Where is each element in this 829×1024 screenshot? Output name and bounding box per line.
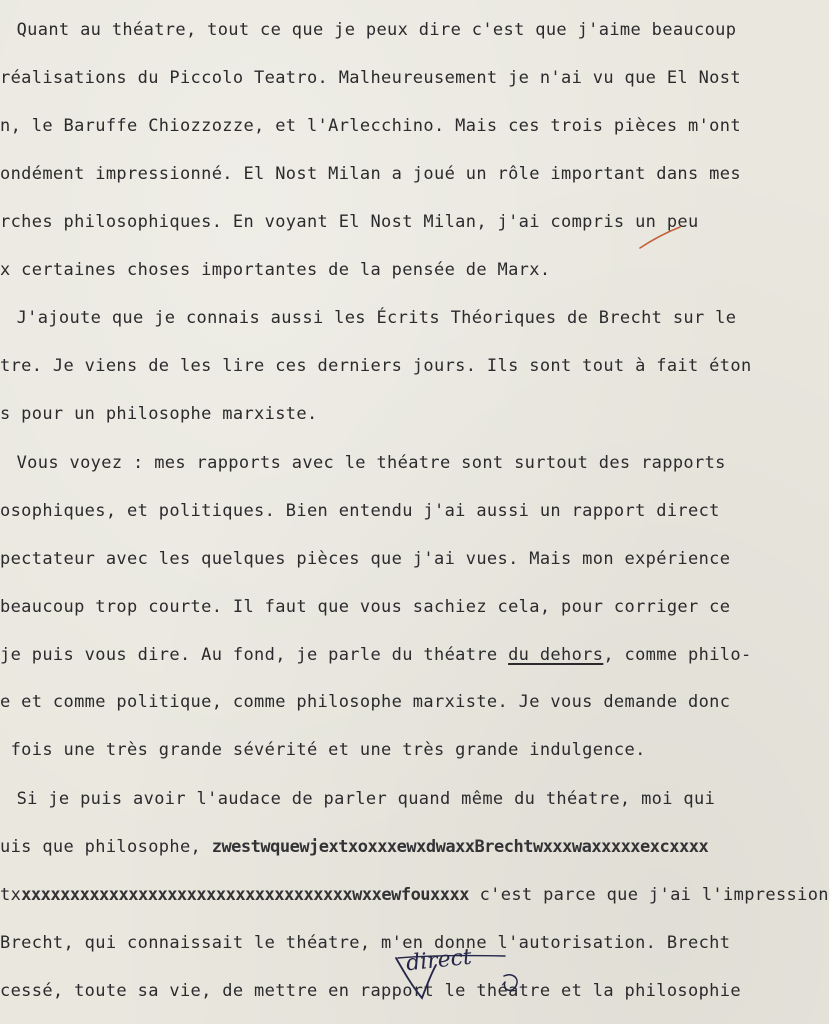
handwritten-insertion: direct [404,944,473,977]
text-line-20: Brecht, qui connaissait le théatre, m'en donne l'autorisation. Brecht [0,933,731,953]
text-line-15: e et comme politique, comme philosophe marxiste. Je vous demande donc [0,692,731,712]
text-line-14-tail: , comme philo- [603,645,752,665]
text-line-12: pectateur avec les quelques pièces que j'ai vues. Mais mon expérience [0,549,731,569]
handwritten-flourish [398,956,505,958]
struck-out-text-1: zwestwquewjextxoxxxewxdwaxxBrechtwxxxwaxxxxxexcxxxx [211,837,709,857]
text-line-9: s pour un philosophe marxiste. [0,404,318,424]
text-line-19-tail: c'est parce que j'ai l'impression [468,885,829,905]
handwritten-loop-mark [504,975,517,991]
text-line-4: ondément impressionné. El Nost Milan a joué un rôle important dans mes [0,164,741,184]
struck-out-text-2: xxxxxxxxxxxxxxxxxxxxxxxxxxxxxxxxxxwxxewfouxxxx [21,885,469,905]
text-line-7: J'ajoute que je connais aussi les Écrits Théoriques de Brecht sur le [6,308,737,328]
text-line-16: fois une très grande sévérité et une très grande indulgence. [0,740,646,760]
red-pen-stroke [640,227,680,248]
text-line-18-head: uis que philosophe, [0,837,212,857]
text-line-2: réalisations du Piccolo Teatro. Malheureusement je n'ai vu que El Nost [0,68,741,88]
text-line-5: rches philosophiques. En voyant El Nost Milan, j'ai compris un peu [0,212,699,232]
text-line-10: Vous voyez : mes rapports avec le théatre sont surtout des rapports [6,453,726,473]
text-line-19-head: tx [0,885,22,905]
text-line-6: x certaines choses importantes de la pensée de Marx. [0,260,551,280]
text-line-8: tre. Je viens de les lire ces derniers jours. Ils sont tout à fait éton [0,356,752,376]
text-line-21: cessé, toute sa vie, de mettre en rapport le théatre et la philosophie [0,981,741,1001]
text-line-17: Si je puis avoir l'audace de parler quand même du théatre, moi qui [6,789,716,809]
text-line-3: n, le Baruffe Chiozzozze, et l'Arlecchino. Mais ces trois pièces m'ont [0,116,741,136]
text-line-1: Quant au théatre, tout ce que je peux dire c'est que j'aime beaucoup [6,20,737,40]
caret-mark [396,958,436,998]
text-line-14-head: je puis vous dire. Au fond, je parle du théatre [0,645,509,665]
text-line-13: beaucoup trop courte. Il faut que vous sachiez cela, pour corriger ce [0,597,731,617]
underlined-phrase: du dehors [508,645,604,665]
text-line-11: osophiques, et politiques. Bien entendu j'ai aussi un rapport direct [0,501,720,521]
